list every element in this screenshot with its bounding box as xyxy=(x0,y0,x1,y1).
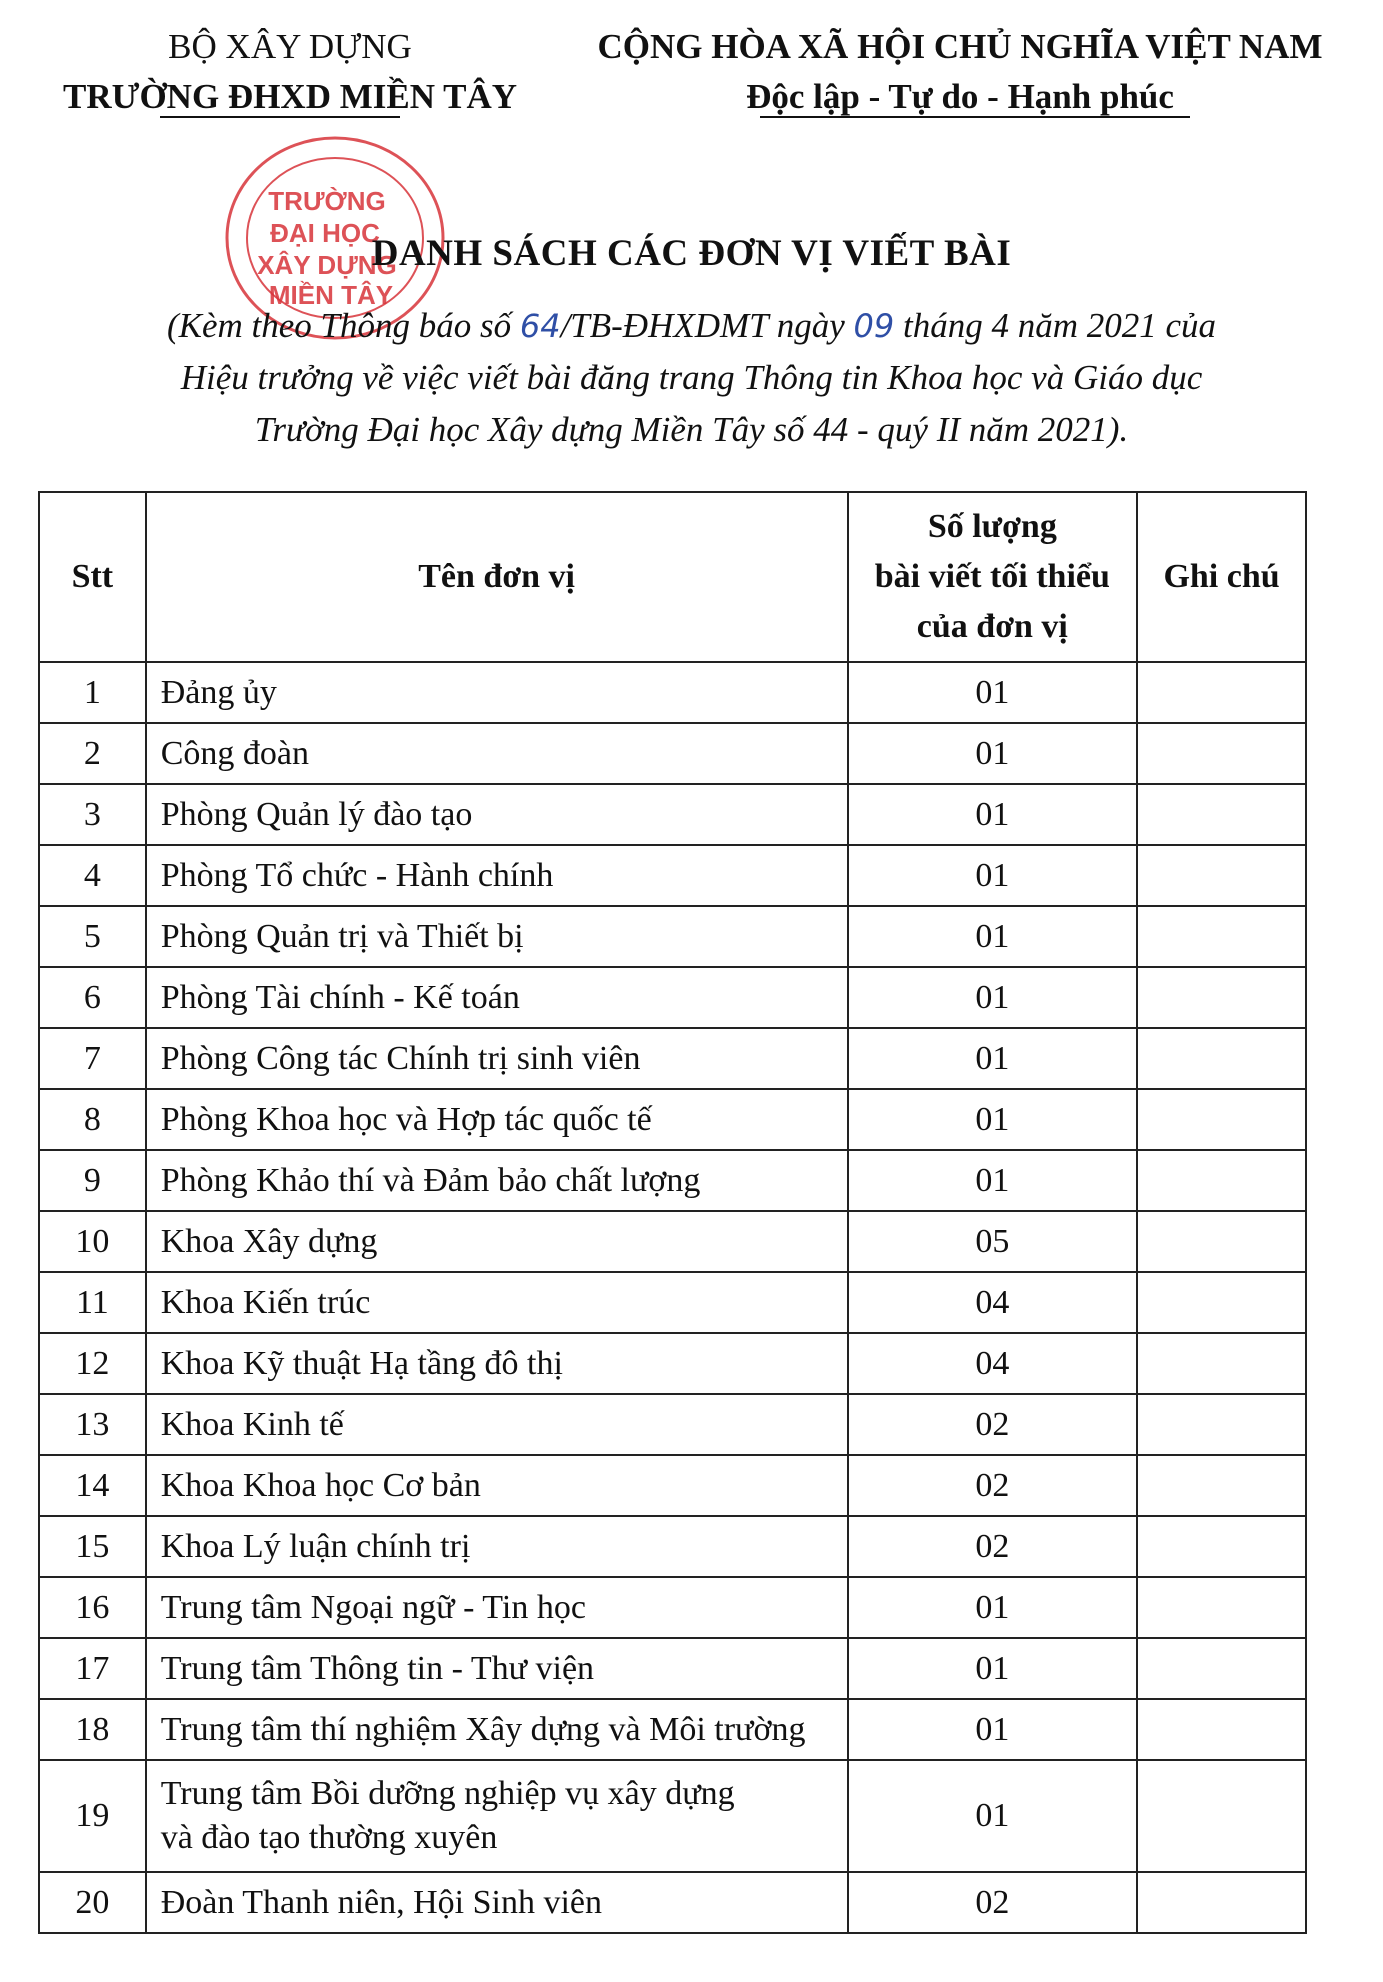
header-left xyxy=(40,22,540,122)
row-stt: 12 xyxy=(39,1333,146,1394)
row-note xyxy=(1137,967,1306,1028)
row-note xyxy=(1137,1150,1306,1211)
stamp-line-1: TRƯỜNG xyxy=(268,186,386,216)
row-note xyxy=(1137,1394,1306,1455)
subtitle-line-3: Trường Đại học Xây dựng Miền Tây số 44 - quý II năm 2021). xyxy=(254,410,1129,449)
row-article-count: 01 xyxy=(848,1028,1138,1089)
school-name: TRƯỜNG ĐHXD MIỀN TÂY xyxy=(62,77,518,116)
row-stt: 13 xyxy=(39,1394,146,1455)
row-article-count: 01 xyxy=(848,1577,1138,1638)
row-stt: 6 xyxy=(39,967,146,1028)
table-row xyxy=(39,662,1306,723)
row-article-count: 01 xyxy=(848,1638,1138,1699)
row-note xyxy=(1137,1699,1306,1760)
row-stt: 17 xyxy=(39,1638,146,1699)
stamp-line-4: MIỀN TÂY xyxy=(268,280,394,310)
row-article-count: 01 xyxy=(848,1089,1138,1150)
row-stt: 1 xyxy=(39,662,146,723)
row-note xyxy=(1137,1872,1306,1933)
row-unit-name: Khoa Lý luận chính trị xyxy=(146,1516,848,1577)
row-unit-name: Đoàn Thanh niên, Hội Sinh viên xyxy=(146,1872,848,1933)
row-note xyxy=(1137,1272,1306,1333)
notice-day: 09 xyxy=(853,307,895,345)
row-stt: 9 xyxy=(39,1150,146,1211)
row-unit-name: Khoa Xây dựng xyxy=(146,1211,848,1272)
row-article-count: 01 xyxy=(848,967,1138,1028)
row-unit-name: Khoa Khoa học Cơ bản xyxy=(146,1455,848,1516)
table-row xyxy=(39,967,1306,1028)
row-stt: 5 xyxy=(39,906,146,967)
row-unit-name-line-1: Trung tâm Bồi dưỡng nghiệp vụ xây dựng xyxy=(160,1775,735,1812)
table-row xyxy=(39,1638,1306,1699)
row-article-count: 01 xyxy=(848,723,1138,784)
row-article-count: 02 xyxy=(848,1455,1138,1516)
table-row xyxy=(39,1150,1306,1211)
row-note xyxy=(1137,1089,1306,1150)
row-stt: 4 xyxy=(39,845,146,906)
table-row xyxy=(39,1699,1306,1760)
header-min-articles-line-3: của đơn vị xyxy=(916,608,1068,645)
row-unit-name-line-2: và đào tạo thường xuyên xyxy=(160,1819,498,1856)
row-unit-name: Phòng Quản trị và Thiết bị xyxy=(146,906,848,967)
row-unit-name xyxy=(146,1760,848,1872)
row-note xyxy=(1137,1211,1306,1272)
row-note xyxy=(1137,1760,1306,1872)
row-note xyxy=(1137,1455,1306,1516)
row-stt: 11 xyxy=(39,1272,146,1333)
header-min-articles-line-1: Số lượng xyxy=(927,508,1057,545)
row-stt: 14 xyxy=(39,1455,146,1516)
row-article-count: 04 xyxy=(848,1333,1138,1394)
table-row xyxy=(39,1028,1306,1089)
row-article-count: 02 xyxy=(848,1872,1138,1933)
row-note xyxy=(1137,906,1306,967)
row-article-count: 01 xyxy=(848,1150,1138,1211)
table-row xyxy=(39,845,1306,906)
subtitle-text-1: (Kèm theo Thông báo số xyxy=(166,306,520,345)
row-article-count: 01 xyxy=(848,662,1138,723)
row-article-count: 05 xyxy=(848,1211,1138,1272)
row-article-count: 01 xyxy=(848,906,1138,967)
row-stt: 19 xyxy=(39,1760,146,1872)
row-stt: 8 xyxy=(39,1089,146,1150)
row-stt: 16 xyxy=(39,1577,146,1638)
row-stt: 10 xyxy=(39,1211,146,1272)
row-article-count: 01 xyxy=(848,1760,1138,1872)
table-row xyxy=(39,1089,1306,1150)
row-note xyxy=(1137,1516,1306,1577)
row-article-count: 01 xyxy=(848,784,1138,845)
row-unit-name: Phòng Tổ chức - Hành chính xyxy=(146,845,848,906)
row-note xyxy=(1137,1333,1306,1394)
header-unit-name: Tên đơn vị xyxy=(146,492,848,662)
row-note xyxy=(1137,1638,1306,1699)
header-left-underline xyxy=(160,116,400,118)
national-motto: Độc lập - Tự do - Hạnh phúc xyxy=(746,77,1174,116)
table-row xyxy=(39,1455,1306,1516)
subtitle-line-1 xyxy=(100,300,1283,352)
country-name: CỘNG HÒA XÃ HỘI CHỦ NGHĨA VIỆT NAM xyxy=(597,27,1323,66)
subtitle-line-2: Hiệu trưởng về việc viết bài đăng trang Thông tin Khoa học và Giáo dục xyxy=(180,358,1203,397)
row-stt: 3 xyxy=(39,784,146,845)
row-unit-name: Phòng Tài chính - Kế toán xyxy=(146,967,848,1028)
header-right-underline xyxy=(760,116,1190,118)
row-article-count: 02 xyxy=(848,1394,1138,1455)
table-row xyxy=(39,1577,1306,1638)
row-stt: 15 xyxy=(39,1516,146,1577)
header-right xyxy=(560,22,1360,122)
row-stt: 7 xyxy=(39,1028,146,1089)
row-unit-name: Phòng Khoa học và Hợp tác quốc tế xyxy=(146,1089,848,1150)
ministry-name: BỘ XÂY DỰNG xyxy=(168,27,412,66)
table-row xyxy=(39,1272,1306,1333)
header-note: Ghi chú xyxy=(1137,492,1306,662)
table-row xyxy=(39,1394,1306,1455)
row-article-count: 01 xyxy=(848,845,1138,906)
row-note xyxy=(1137,1028,1306,1089)
row-note xyxy=(1137,784,1306,845)
subtitle-text-2: /TB-ĐHXDMT ngày xyxy=(560,306,854,345)
units-table xyxy=(38,491,1307,1934)
row-unit-name: Đảng ủy xyxy=(146,662,848,723)
table-row xyxy=(39,1333,1306,1394)
row-unit-name: Khoa Kiến trúc xyxy=(146,1272,848,1333)
row-stt: 18 xyxy=(39,1699,146,1760)
header-min-articles-line-2: bài viết tối thiểu xyxy=(874,558,1110,595)
row-article-count: 01 xyxy=(848,1699,1138,1760)
table-row xyxy=(39,1872,1306,1933)
document-title: DANH SÁCH CÁC ĐƠN VỊ VIẾT BÀI xyxy=(371,233,1012,274)
row-unit-name: Công đoàn xyxy=(146,723,848,784)
stamp-line-3: XÂY DỰNG xyxy=(257,250,397,280)
table-row xyxy=(39,784,1306,845)
subtitle-text-3: tháng 4 năm 2021 của xyxy=(894,306,1217,345)
row-note xyxy=(1137,845,1306,906)
header-min-articles xyxy=(848,492,1138,662)
table-row xyxy=(39,723,1306,784)
row-unit-name: Trung tâm thí nghiệm Xây dựng và Môi trường xyxy=(146,1699,848,1760)
row-note xyxy=(1137,1577,1306,1638)
row-article-count: 04 xyxy=(848,1272,1138,1333)
row-unit-name: Phòng Khảo thí và Đảm bảo chất lượng xyxy=(146,1150,848,1211)
row-unit-name: Khoa Kinh tế xyxy=(146,1394,848,1455)
table-row xyxy=(39,1760,1306,1872)
row-unit-name: Khoa Kỹ thuật Hạ tầng đô thị xyxy=(146,1333,848,1394)
row-stt: 20 xyxy=(39,1872,146,1933)
row-unit-name: Trung tâm Thông tin - Thư viện xyxy=(146,1638,848,1699)
table-row xyxy=(39,1516,1306,1577)
table-row xyxy=(39,1211,1306,1272)
row-note xyxy=(1137,723,1306,784)
row-note xyxy=(1137,662,1306,723)
document-subtitle xyxy=(100,300,1283,456)
row-unit-name: Phòng Quản lý đào tạo xyxy=(146,784,848,845)
stamp-line-2: ĐẠI HỌC xyxy=(270,218,380,248)
row-unit-name: Trung tâm Ngoại ngữ - Tin học xyxy=(146,1577,848,1638)
row-stt: 2 xyxy=(39,723,146,784)
header-stt: Stt xyxy=(39,492,146,662)
row-unit-name: Phòng Công tác Chính trị sinh viên xyxy=(146,1028,848,1089)
row-article-count: 02 xyxy=(848,1516,1138,1577)
table-row xyxy=(39,906,1306,967)
notice-number: 64 xyxy=(519,307,561,345)
table-header-row xyxy=(39,492,1306,662)
